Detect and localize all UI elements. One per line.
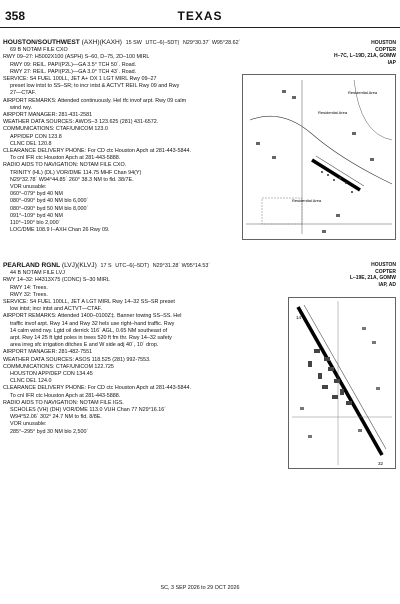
airport-utc: UTC–6(–5DT) — [145, 40, 180, 46]
pearland-line: 285°–295° byd 30 NM blo 2,500´ — [10, 428, 89, 435]
pearland-entry — [3, 262, 285, 436]
airport-coords: N29°31.28´ W95°14.53´ — [152, 263, 211, 269]
pearland-line: WEATHER DATA SOURCES: ASOS 118.525 (281) 992-7553. — [3, 356, 151, 363]
houston-line: RWY 09: REIL. PAPI(P2L)—GA 3.5° TCH 50´. Road. — [10, 61, 137, 68]
houston-line: AIRPORT REMARKS: Attended continuously. Hel tfc invof arpt. Rwy 09 calm — [3, 97, 187, 104]
houston-line: LOC/DME 108.9 I–AXH Chan 26 Rwy 09. — [10, 227, 110, 234]
pearland-line: area irreg sfc irrigation ditches E and W side adj 40´, 10´ drop. — [10, 342, 159, 349]
houston-line: 060°–079° byd 40 NM — [10, 191, 63, 198]
houston-line: 080°–090° byd 50 NM blo 8,000´ — [10, 205, 89, 212]
houston-line: preset low intst to SS–SR; to incr intst & ACTVT REIL Rwy 09 and Rwy — [10, 83, 180, 90]
houston-line: 091°–109° byd 40 NM — [10, 212, 63, 219]
pearland-line: low intst; incr intst and ACTVT—CTAF. — [10, 306, 102, 313]
state-title: TEXAS — [177, 9, 223, 23]
houston-line: To cnl IFR ctc Houston Apch at 281-443-5888. — [10, 155, 121, 162]
airport-location: 15 SW — [125, 40, 142, 46]
houston-line: TRINITY (HL) (DL) VOR/DME 114.75 MHF Chan 94(Y) — [10, 169, 142, 176]
houston-line: SERVICE: S4 FUEL 100LL, JET A+ OX 1 LGT MIRL Rwy 09–27 — [3, 76, 157, 83]
pearland-line: RWY 14–32: H4313X75 (CONC) S–30 MIRL — [3, 277, 110, 284]
pearland-title-line — [3, 262, 285, 270]
runway-end-label: 14 — [296, 315, 302, 320]
houston-line: RWY 27: REIL. PAPI(P2L)—GA 3.0° TCH 43´. Road. — [10, 68, 137, 75]
residential-area-label: Residential Area — [292, 198, 322, 203]
airport-location: 17 S — [100, 263, 112, 269]
pearland-line: 14 calm wind rwy. Lgtd oil derrick 116´ AGL, 0.65 NM southeast of — [10, 327, 168, 334]
pearland-line: RWY 32: Trees. — [10, 291, 48, 298]
pearland-line: W94°52.06´ 302° 24.7 NM to fld. 8/8E. — [10, 414, 102, 421]
airport-ident: (AXH)(KAXH) — [81, 39, 122, 46]
houston-line: COMMUNICATIONS: CTAF/UNICOM 123.0 — [3, 126, 108, 133]
pearland-line2: 44 B NOTAM FILE LVJ — [10, 270, 65, 277]
pearland-chart-refs: HOUSTON COPTER L–19E, 21A, GOMW IAP, AD — [349, 262, 396, 288]
pearland-line: traffic invof arpt. Rwy 14 and Rwy 32 hels use right–hand traffic. Rwy — [10, 320, 175, 327]
houston-line: N29°32.78´ W94°44.85´ 260° 38.3 NM to fld. 38/7E. — [10, 176, 134, 183]
houston-line: RADIO AIDS TO NAVIGATION: NOTAM FILE CXO. — [3, 162, 127, 169]
airport-utc: UTC–6(–5DT) — [115, 263, 150, 269]
houston-line: AIRPORT MANAGER: 281-431-2581 — [3, 112, 93, 119]
pearland-line: RWY 14: Trees. — [10, 284, 48, 291]
houston-line: CLNC DEL 120.8 — [10, 140, 52, 147]
pearland-line: VOR unusable: — [10, 421, 47, 428]
houston-line: APP/DEP CON 123.8 — [10, 133, 62, 140]
airport-ident: (LVJ)(KLVJ) — [61, 262, 97, 269]
houston-line: RWY 09–27: H5002X100 (ASPH) S–60, D–75, 2D–100 MIRL — [3, 54, 150, 61]
page-footer: SC, 3 SEP 2026 to 29 OCT 2026 — [160, 585, 240, 591]
pearland-line: AIRPORT MANAGER: 281-482-7551 — [3, 349, 93, 356]
airport-name: PEARLAND RGNL — [3, 262, 61, 269]
houston-line: wind rwy. — [10, 104, 33, 111]
pearland-line: RADIO AIDS TO NAVIGATION: NOTAM FILE IGS. — [3, 399, 124, 406]
houston-line: 080°–090° byd 40 NM blo 6,000´ — [10, 198, 89, 205]
pearland-line: To cnl IFR ctc Houston Apch at 281-443-5888. — [10, 392, 121, 399]
airport-name: HOUSTON/SOUTHWEST — [3, 39, 80, 46]
pearland-line: AIRPORT REMARKS: Attended 1400–0100Z‡. Banner towing SS–SS. Hel — [3, 313, 182, 320]
houston-title-line — [3, 39, 285, 47]
residential-area-label: Residential Area — [348, 90, 378, 95]
pearland-line: SERVICE: S4 FUEL 100LL, JET A LGT MIRL Rwy 14–32 SS–SR preset — [3, 299, 175, 306]
houston-line2: 69 B NOTAM FILE CXO — [10, 47, 68, 54]
page-number: 358 — [5, 9, 26, 23]
houston-line: CLEARANCE DELIVERY PHONE: For CD ctc Houston Apch at 281-443-5844. — [3, 148, 191, 155]
houston-line: 110°–190° blo 2,000´ — [10, 220, 61, 227]
pearland-line: COMMUNICATIONS: CTAF/UNICOM 122.725 — [3, 363, 114, 370]
houston-airport-diagram — [242, 74, 396, 240]
runway-end-label: 32 — [378, 461, 384, 466]
pearland-line: arpt. Rwy 14 25 ft lgtd poles in trees 520 ft fm thr. Rwy 14–32 safety — [10, 335, 172, 342]
pearland-line: CLEARANCE DELIVERY PHONE: For CD ctc Houston Apch at 281-443-5844. — [3, 385, 191, 392]
pearland-airport-diagram — [288, 297, 396, 469]
pearland-line: SCHOLES (VH) (DH) VOR/DME 113.0 VUH Chan 77 N29°16.16´ — [10, 407, 167, 414]
page-header — [0, 6, 400, 28]
houston-chart-refs: HOUSTON COPTER H–7C, L–19D, 21A, GOMW IAP — [334, 40, 396, 66]
pearland-line: CLNC DEL 124.0 — [10, 378, 52, 385]
houston-line: 27—CTAF. — [10, 90, 36, 97]
airport-coords: N29°30.37´ W95°28.62´ — [183, 40, 241, 46]
houston-line: VOR unusable: — [10, 184, 47, 191]
pearland-line: HOUSTON APP/DEP CON 134.45 — [10, 371, 93, 378]
houston-line: WEATHER DATA SOURCES: AWOS–3 123.625 (281) 431-6572. — [3, 119, 159, 126]
residential-area-label: Residential Area — [318, 110, 348, 115]
